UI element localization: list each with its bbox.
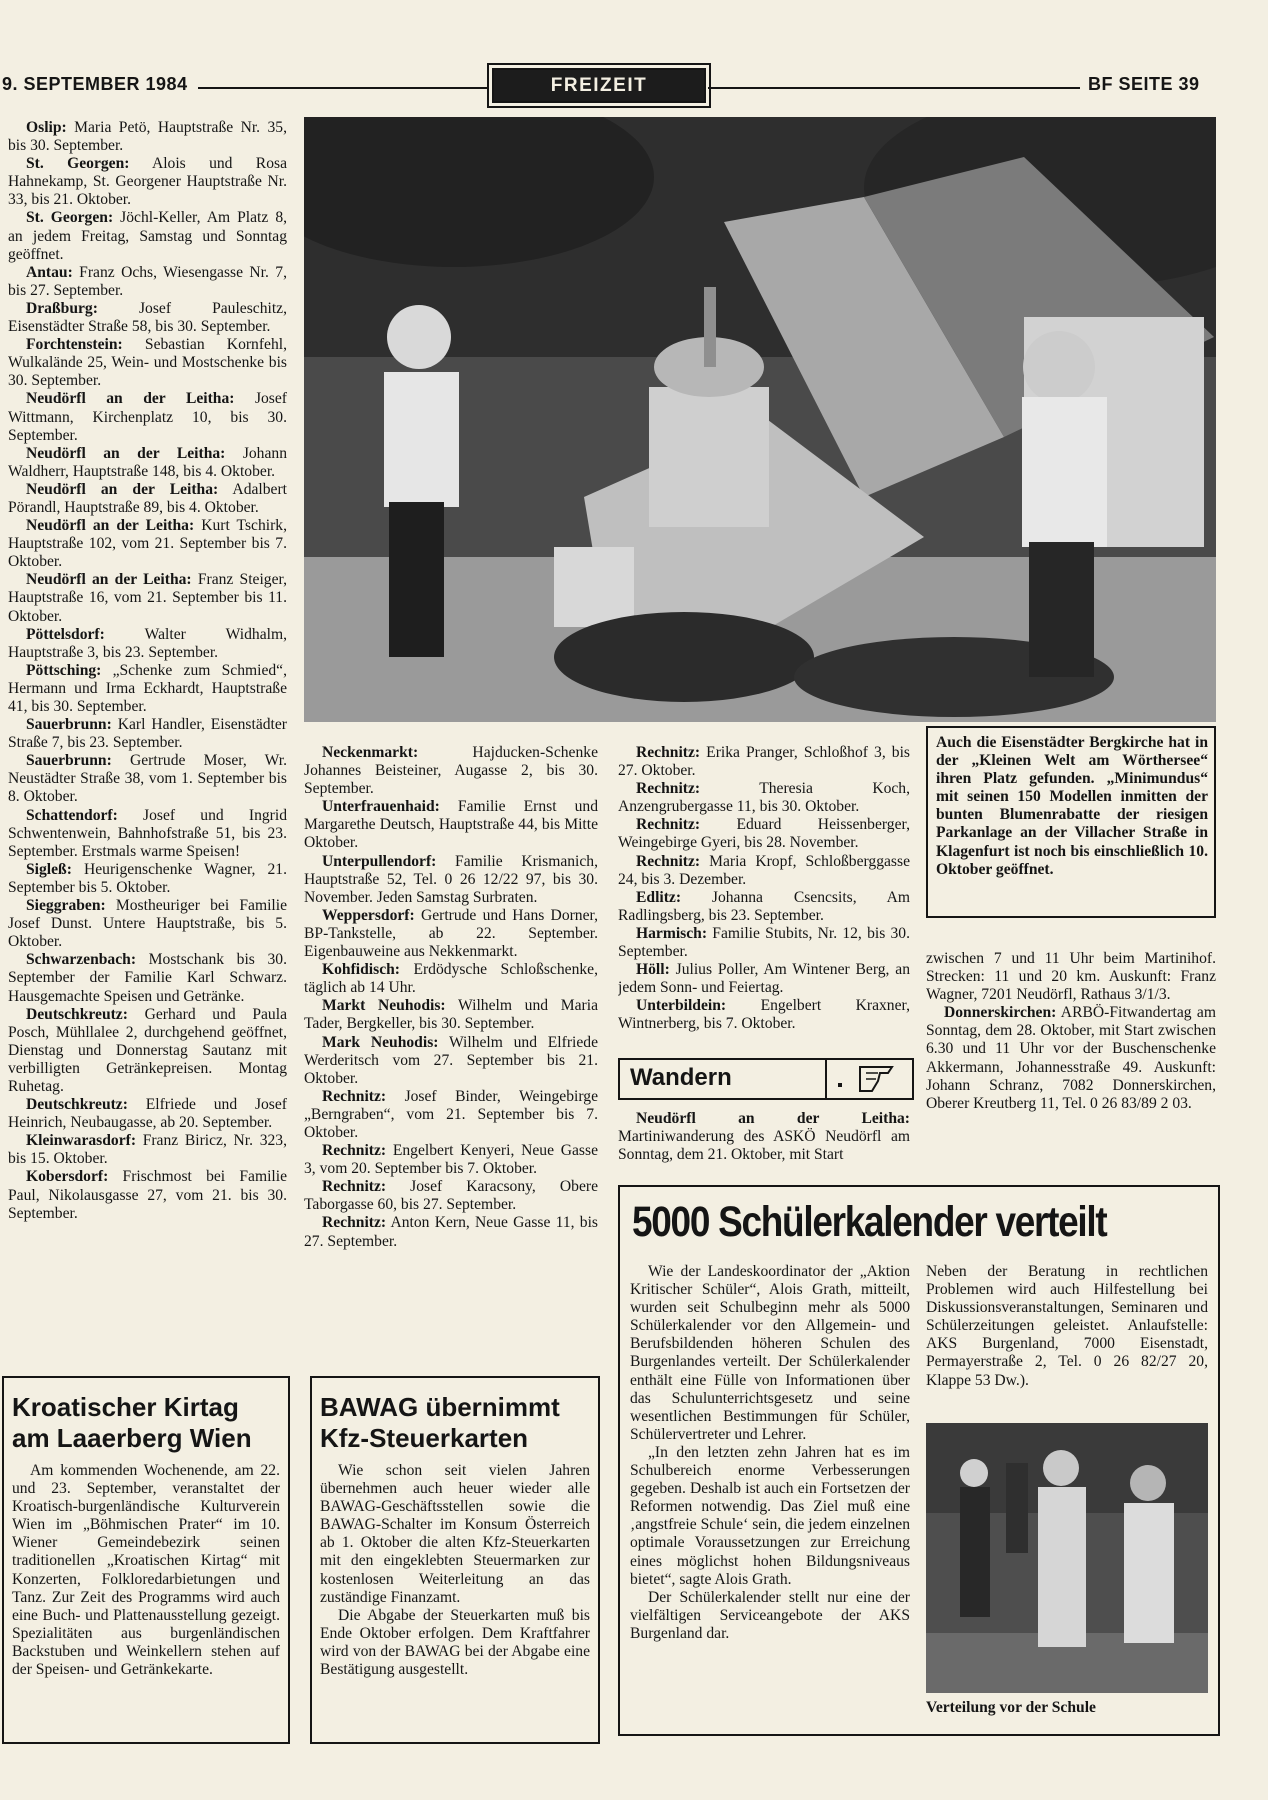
listing-location: Höll: (636, 961, 670, 979)
kirtag-body: Am kommenden Wochenende, am 22. und 23. September, veranstaltet der Kroatisch-burgenländische Kulturverein Wien im „Böhmischen Prater“ im 10. Wiener Gemeindebezirk seinen traditionellen „Kroatischen Kirtag“ mit Konzerten, Folkloredarbietungen und Tanz. Zur Zeit des Programms wird auch eine Buch- und Plattenausstellung gezeigt. Spezialitäten aus burgenländischen Backstuben und Weinkellern stehen auf der Speisen- und Getränkekarte. (12, 1462, 280, 1679)
listing-details: Mostheuriger bei Familie Josef Dunst. Untere Hauptstraße, bis 5. Oktober. (8, 897, 287, 951)
listing-entry (618, 853, 910, 889)
photo-caption-box (926, 726, 1216, 918)
listing-details: Erdödysche Schloßschenke, täglich ab 14 Uhr. (304, 961, 598, 997)
listing-location: Neudörfl an der Leitha: (26, 390, 235, 408)
listing-location: Deutschkreutz: (26, 1096, 128, 1114)
listing-entry (304, 1214, 598, 1250)
wandern-text-b (926, 950, 1216, 1113)
listing-entry (8, 264, 287, 300)
listing-location: St. Georgen: (26, 209, 114, 227)
listing-entry (304, 1178, 598, 1214)
bawag-body-1: Wie schon seit vielen Jahren übernehmen auch heuer wieder alle BAWAG-Geschäftsstellen sowie die BAWAG-Schalter im Konsum Österreich ab 1. Oktober die alten Kfz-Steuerkarten mit den eingeklebten Steuermarken zur kostenlosen Weiterleitung an das zuständige Finanzamt. (320, 1462, 590, 1606)
section-label: FREIZEIT (550, 74, 648, 96)
listing-details: Mostschank bis 30. September der Familie Karl Schwarz. Hausgemachte Speisen und Getränke. (8, 951, 287, 1005)
listing-entry (618, 925, 910, 961)
listing-details: Gerhard und Paula Posch, Mühllalee 2, durchgehend geöffnet, Dienstag und Donnerstag Sautanz mit verbilligten Getränkepreisen. Montag Ruhetag. (8, 1005, 287, 1095)
wandern-divider (825, 1060, 827, 1098)
listing-details: Gertrude Moser, Wr. Neustädter Straße 38, vom 1. September bis 8. Oktober. (8, 752, 287, 806)
listing-location: Rechnitz: (322, 1142, 387, 1160)
listing-details: Familie Ernst und Margarethe Deutsch, Hauptstraße 44, bis Mitte Oktober. (304, 798, 598, 852)
listing-entry (8, 1096, 287, 1132)
listing-entry (8, 951, 287, 1005)
listing-location: Deutschkreutz: (26, 1005, 128, 1023)
listing-location: Rechnitz: (636, 852, 701, 870)
listing-details: Heurigenschenke Wagner, 21. September bis 5. Oktober. (8, 860, 287, 896)
listing-location: Rechnitz: (322, 1087, 387, 1105)
listing-details: Familie Krismanich, Hauptstraße 52, Tel. 0 26 12/22 97, bis 30. November. Jeden Samstag Surbraten. (304, 852, 598, 906)
listing-entry (618, 889, 910, 925)
listing-location: Neudörfl an der Leitha: (26, 444, 226, 462)
listing-details: Julius Poller, Am Wintener Berg, an jedem Sonn- und Feiertag. (618, 961, 910, 997)
listing-location: Weppersdorf: (322, 906, 415, 924)
listing-entry (304, 997, 598, 1033)
wandern-a-body: Martiniwanderung des ASKÖ Neudörfl am Sonntag, dem 21. Oktober, mit Start (618, 1128, 910, 1164)
listing-entry (8, 752, 287, 806)
listing-details: Alois und Rosa Hahnekamp, St. Georgener Hauptstraße Nr. 33, bis 21. Oktober. (8, 155, 287, 209)
listing-location: Rechnitz: (636, 744, 701, 761)
listing-location: Neckenmarkt: (322, 744, 419, 761)
listing-details: Gertrude und Hans Dorner, BP-Tankstelle, ab 22. September. Eigenbauweine aus Nekkenmarkt. (304, 906, 598, 961)
header-page: BF SEITE 39 (1088, 74, 1200, 94)
school-distribution-photo (926, 1423, 1208, 1693)
schueler-body-4: Neben der Beratung in rechtlichen Problemen wird auch Hilfestellung bei Diskussionsveranstaltungen, Seminaren und Schülerzeitungen geleistet. Anlaufstelle: AKS Burgenland, 7000 Eisenstadt, Permayerstraße 2, Tel. 0 26 82/27 20, Klappe 53 Dw.). (926, 1263, 1208, 1389)
listing-entry (8, 571, 287, 625)
listing-entry (8, 481, 287, 517)
listing-location: St. Georgen: (26, 155, 130, 173)
column-3-listings (618, 744, 910, 1049)
listing-entry (618, 780, 910, 816)
listing-entry (8, 1168, 287, 1222)
listing-details: Kurt Tschirk, Hauptstraße 102, vom 21. September bis 7. Oktober. (8, 517, 287, 571)
listing-details: Hajducken-Schenke Johannes Beisteiner, Augasse 2, bis 30. September. (304, 744, 598, 798)
listing-location: Kleinwarasdorf: (26, 1132, 137, 1150)
listing-location: Neudörfl an der Leitha: (26, 480, 219, 498)
kirtag-headline: Kroatischer Kirtag am Laaerberg Wien (12, 1392, 252, 1453)
header-date: 9. SEPTEMBER 1984 (2, 74, 188, 94)
bawag-headline: BAWAG übernimmt Kfz-Steuerkarten (320, 1392, 560, 1453)
listing-location: Rechnitz: (636, 780, 701, 798)
listing-entry (304, 798, 598, 852)
listing-entry (8, 897, 287, 951)
listing-details: Franz Ochs, Wiesengasse Nr. 7, bis 27. September. (8, 263, 287, 299)
listing-location: Harmisch: (636, 924, 708, 942)
wandern-c-body: ARBÖ-Fitwandertag am Sonntag, dem 28. Oktober, mit Start zwischen 6.30 und 11 Uhr vor der Buschenschenke Akkermann, Johannesstraße 49. Auskunft: Johann Schranz, 7082 Donnerskirchen, Oberer Kreutberg 11, Tel. 0 26 83/89 2 03. (926, 1004, 1216, 1112)
listing-location: Rechnitz: (322, 1214, 387, 1232)
listing-location: Neudörfl an der Leitha: (26, 571, 192, 589)
listing-entry (8, 807, 287, 861)
listing-location: Antau: (26, 263, 73, 281)
listing-details: Familie Stubits, Nr. 12, bis 30. September. (618, 924, 910, 961)
listing-location: Oslip: (26, 119, 67, 136)
schueler-body-1: Wie der Landeskoordinator der „Aktion Kritischer Schüler“, Alois Grath, mitteilt, wurden seit Schulbeginn mehr als 5000 Schülerkalender vor den Allgemein- und Berufsbildenden höheren Schulen des Burgenlandes verteilt. Der Schülerkalender enthält eine Fülle von Informationen über das Schulunterrichtsgesetz und seine wesentlichen Bestimmungen für Schüler, Schülervertreter und Lehrer. (630, 1263, 910, 1443)
listing-entry (304, 907, 598, 961)
listing-details: Elfriede und Josef Heinrich, Neubaugasse, ab 20. September. (8, 1096, 287, 1132)
listing-entry (8, 119, 287, 155)
minimundus-photo-illustration (304, 117, 1216, 722)
listing-details: Josef und Ingrid Schwentenwein, Bahnhofstraße 51, bis 23. September. Erstmals warme Speisen! (8, 806, 287, 860)
school-photo-caption: Verteilung vor der Schule (926, 1699, 1096, 1716)
listing-entry (304, 961, 598, 997)
listing-details: Theresia Koch, Anzengrubergasse 11, bis 30. Oktober. (618, 780, 910, 816)
wandern-b-body: zwischen 7 und 11 Uhr beim Martinihof. Strecken: 11 und 20 km. Auskunft: Franz Wagner, 7201 Neudörfl, Rathaus 3/1/3. (926, 950, 1216, 1004)
listing-entry (8, 155, 287, 209)
schueler-article-box (618, 1185, 1220, 1736)
listing-location: Draßburg: (26, 299, 98, 317)
listing-entry (8, 517, 287, 571)
section-label-box (492, 68, 706, 103)
listing-location: Sieggraben: (26, 897, 106, 915)
listing-details: Wilhelm und Maria Tader, Bergkeller, bis 30. September. (304, 997, 598, 1033)
listing-details: „Schenke zum Schmied“, Hermann und Irma Eckhardt, Hauptstraße 41, bis 30. September. (8, 661, 287, 715)
column-1-listings (8, 119, 287, 1354)
listing-details: Frischmost bei Familie Paul, Nikolausgasse 27, vom 21. bis 30. September. (8, 1168, 287, 1222)
schueler-headline: 5000 Schülerkalender verteilt (632, 1198, 1107, 1246)
header-rule-left (198, 87, 490, 89)
listing-location: Forchtenstein: (26, 336, 123, 354)
listing-entry (8, 390, 287, 444)
listing-entry (618, 816, 910, 852)
listing-details: Josef Pauleschitz, Eisenstädter Straße 58, bis 30. September. (8, 299, 287, 336)
kirtag-article-box (2, 1376, 290, 1744)
listing-details: Erika Pranger, Schloßhof 3, bis 27. Oktober. (618, 744, 910, 780)
minimundus-photo (304, 117, 1216, 722)
listing-location: Sauerbrunn: (26, 752, 112, 770)
schueler-col-right (926, 1263, 1208, 1390)
listing-details: Maria Petö, Hauptstraße Nr. 35, bis 30. September. (8, 119, 287, 155)
wandern-text-a (618, 1110, 910, 1164)
wandern-header-box (618, 1058, 914, 1100)
wandern-c-location: Donnerskirchen: (944, 1004, 1057, 1022)
listing-details: Eduard Heissenberger, Weingebirge Gyeri, bis 28. November. (618, 816, 910, 852)
schueler-body-3: Der Schülerkalender stellt nur eine der vielfältigen Serviceangebote der AKS Burgenland dar. (630, 1588, 910, 1642)
listing-entry (8, 336, 287, 390)
listing-entry (618, 744, 910, 780)
listing-location: Rechnitz: (322, 1178, 387, 1196)
listing-location: Unterfrauenhaid: (322, 798, 440, 816)
listing-details: Karl Handler, Eisenstädter Straße 7, bis 23. September. (8, 716, 287, 752)
listing-details: Jöchl-Keller, Am Platz 8, an jedem Freitag, Samstag und Sonntag geöffnet. (8, 209, 287, 263)
listing-entry (618, 961, 910, 997)
listing-location: Pöttelsdorf: (26, 625, 105, 643)
listing-details: Anton Kern, Neue Gasse 11, bis 27. September. (304, 1214, 598, 1250)
listing-location: Sigleß: (26, 860, 72, 878)
listing-location: Rechnitz: (636, 816, 701, 834)
listing-details: Engelbert Kraxner, Wintnerberg, bis 7. Oktober. (618, 997, 910, 1033)
listing-entry (8, 300, 287, 336)
listing-location: Sauerbrunn: (26, 716, 112, 734)
listing-entry (8, 626, 287, 662)
listing-details: Sebastian Kornfehl, Wulkalände 25, Wein- und Mostschenke bis 30. September. (8, 336, 287, 390)
bawag-article-box (310, 1376, 600, 1744)
listing-entry (8, 1006, 287, 1096)
listing-entry (304, 1034, 598, 1088)
listing-entry (8, 861, 287, 897)
listing-entry (304, 1088, 598, 1142)
listing-details: Franz Biricz, Nr. 323, bis 15. Oktober. (8, 1132, 287, 1168)
listing-entry (8, 209, 287, 263)
listing-location: Edlitz: (636, 888, 682, 906)
listing-entry (8, 445, 287, 481)
hiking-boot-icon (832, 1063, 904, 1095)
photo-caption: Auch die Eisenstädter Bergkirche hat in der „Kleinen Welt am Wörthersee“ ihren Platz gefunden. „Minimundus“ mit seinen 150 Modellen inmitten der bunten Blumenrabatte der riesigen Parkanlage an der Villacher Straße in Klagenfurt ist noch bis einschließlich 10. Oktober geöffnet. (936, 734, 1208, 878)
listing-location: Schattendorf: (26, 806, 118, 824)
listing-details: Johanna Csencsits, Am Radlingsberg, bis 23. September. (618, 888, 910, 924)
listing-entry (8, 716, 287, 752)
listing-location: Unterpullendorf: (322, 852, 437, 870)
listing-location: Neudörfl an der Leitha: (26, 517, 195, 535)
listing-details: Josef Wittmann, Kirchenplatz 10, bis 30. September. (8, 390, 287, 444)
listing-location: Pöttsching: (26, 661, 102, 679)
listing-entry (8, 1132, 287, 1168)
listing-entry (304, 853, 598, 907)
schueler-col-left (630, 1263, 910, 1643)
listing-details: Wilhelm und Elfriede Werderitsch vom 27. September bis 21. Oktober. (304, 1033, 598, 1087)
schueler-body-2: „In den letzten zehn Jahren hat es im Schulbereich enorme Verbesserungen gegeben. Deshalb ist auch ein Fortsetzen der Reformen notwendig. Das Ziel muß eine ‚angstfreie Schule‘ sein, die jedem einzelnen optimale Voraussetzungen zur Erreichung eines möglichst hohen Bildungsniveaus bietet“, sagte Alois Grath. (630, 1443, 910, 1588)
wandern-title: Wandern (630, 1064, 732, 1091)
listing-location: Unterbildein: (636, 997, 727, 1015)
listing-details: Josef Binder, Weingebirge „Berngraben“, vom 21. September bis 7. Oktober. (304, 1087, 598, 1141)
listing-details: Johann Waldherr, Hauptstraße 148, bis 4. Oktober. (8, 444, 287, 480)
listing-location: Kobersdorf: (26, 1168, 109, 1186)
listing-entry (8, 662, 287, 716)
listing-location: Kohfidisch: (322, 961, 400, 979)
listing-details: Maria Kropf, Schloßberggasse 24, bis 3. Dezember. (618, 852, 910, 888)
listing-details: Adalbert Pörandl, Hauptstraße 89, bis 4. Oktober. (8, 480, 287, 516)
listing-details: Walter Widhalm, Hauptstraße 3, bis 23. September. (8, 625, 287, 661)
listing-entry (304, 1142, 598, 1178)
listing-entry (618, 997, 910, 1033)
listing-details: Josef Karacsony, Obere Taborgasse 60, bis 27. September. (304, 1178, 598, 1214)
bawag-body-2: Die Abgabe der Steuerkarten muß bis Ende Oktober erfolgen. Dem Kraftfahrer wird von der BAWAG bei der Abgabe eine Bestätigung ausgestellt. (320, 1606, 590, 1679)
header-rule-right (708, 87, 1080, 89)
listing-location: Mark Neuhodis: (322, 1033, 439, 1051)
listing-entry (304, 744, 598, 798)
listing-details: Engelbert Kenyeri, Neue Gasse 3, vom 20. September bis 7. Oktober. (304, 1142, 598, 1178)
listing-details: Franz Steiger, Hauptstraße 16, vom 21. September bis 11. Oktober. (8, 571, 287, 625)
wandern-a-location: Neudörfl an der Leitha: (636, 1110, 910, 1127)
listing-location: Markt Neuhodis: (322, 997, 446, 1015)
column-2-listings (304, 744, 598, 1356)
listing-location: Schwarzenbach: (26, 951, 137, 969)
